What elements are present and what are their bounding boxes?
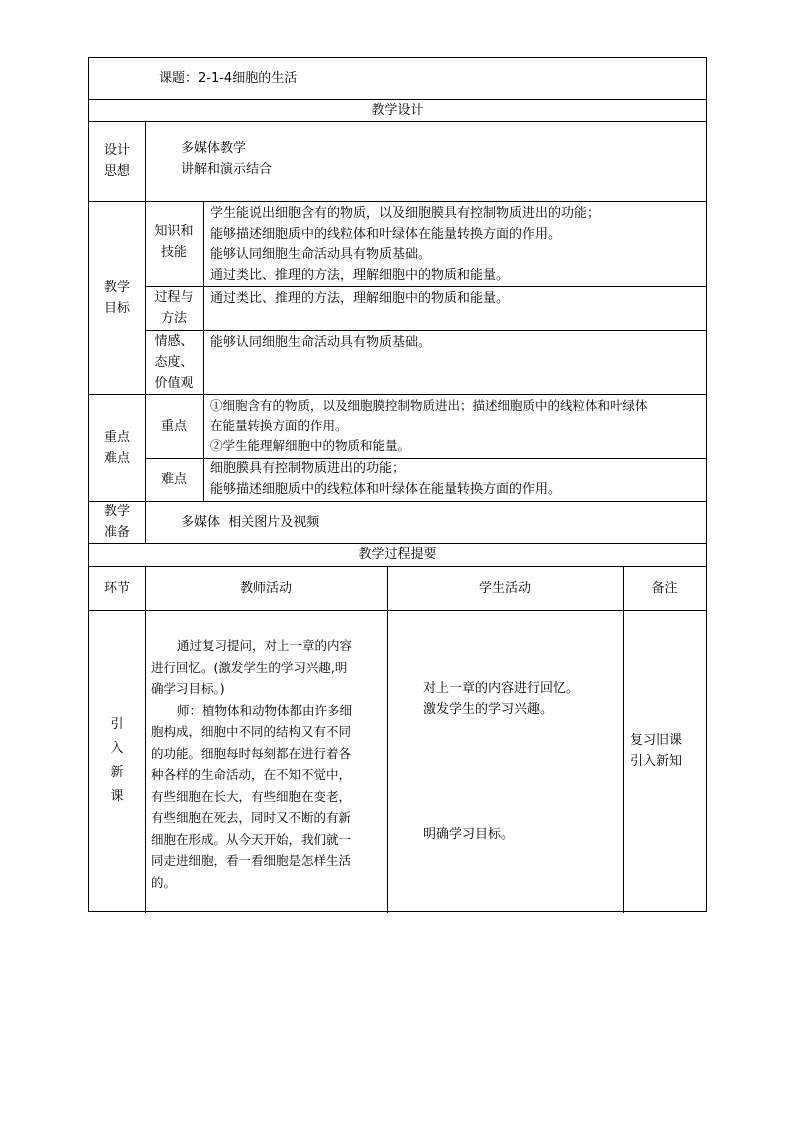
content-line: 胞构成，细胞中不同的结构又有不同 [151, 724, 352, 739]
column-header-text: 备注 [651, 580, 678, 596]
content-line: ②学生能理解细胞中的物质和能量。 [210, 438, 411, 453]
label-line: 教学 [103, 279, 130, 295]
knowledge-label [145, 201, 203, 286]
column-header-student [387, 566, 623, 610]
label-line: 难点 [160, 472, 187, 487]
content-line: 通过复习提问，对上一章的内容 [177, 638, 353, 653]
lesson-plan-table [88, 57, 707, 912]
label-line: 重点 [103, 429, 130, 445]
content-line: 师：植物体和动物体都由许多细 [177, 702, 353, 718]
divider [145, 121, 146, 201]
content-line: 细胞在形成。从今天开始，我们就一 [151, 831, 352, 847]
difficulty-label [145, 458, 203, 501]
student-activity [423, 678, 618, 720]
label-line: 方法 [160, 311, 187, 326]
stage-char: 引 [110, 716, 124, 732]
label-line: 知识和 [154, 224, 194, 239]
stage-cell [89, 610, 145, 911]
content-line: 在能量转换方面的作用。 [210, 418, 348, 433]
divider [89, 121, 706, 122]
course-title [159, 58, 559, 99]
divider [145, 566, 146, 913]
design-idea-label [89, 121, 145, 201]
course-title-text: 课题：2-1-4细胞的生活 [159, 71, 298, 86]
content-line: 细胞膜具有控制物质进出的功能； [210, 461, 406, 476]
label-line: 重点 [160, 418, 187, 434]
label-line: 目标 [103, 300, 130, 316]
content-line: 引入新知 [630, 754, 683, 769]
column-header-text: 教师活动 [239, 580, 292, 596]
section-title-text: 教学设计 [371, 102, 424, 118]
content-line: 的。 [151, 874, 177, 890]
content-line: 有些细胞在长大，有些细胞在变老， [151, 788, 352, 804]
divider [146, 330, 706, 331]
label-line: 情感、 [154, 333, 194, 349]
design-section-title [89, 99, 706, 121]
difficulty-content [210, 459, 706, 500]
design-idea-content [181, 138, 681, 180]
label-line: 态度、 [154, 354, 194, 370]
content-line: 复习旧课 [630, 733, 683, 748]
stage-char: 新 [110, 764, 124, 780]
content-line: 能够认同细胞生命活动具有物质基础。 [210, 335, 432, 350]
content-line: 能够描述细胞质中的线粒体和叶绿体在能量转换方面的作用。 [210, 481, 562, 497]
content-line: 学生能说出细胞含有的物质，以及细胞膜具有控制物质进出的功能； [210, 206, 601, 221]
key-points-label [89, 394, 145, 501]
content-line: 能够描述细胞质中的线粒体和叶绿体在能量转换方面的作用。 [210, 226, 562, 242]
content-line: 明确学习目标。 [423, 827, 515, 842]
divider [203, 201, 204, 501]
content-line: 确学习目标。) [151, 681, 225, 696]
stage-char: 入 [110, 740, 124, 756]
divider [623, 566, 624, 913]
label-line: 难点 [103, 450, 130, 466]
column-header-stage [89, 566, 145, 610]
preparation-label [89, 501, 145, 543]
label-line: 准备 [103, 525, 130, 540]
focus-label [145, 394, 203, 458]
content-line: 的功能。细胞每时每刻都在进行着各 [151, 745, 352, 761]
divider [146, 286, 706, 287]
section-title-text: 教学过程提要 [358, 547, 437, 562]
content-line: 多媒体 相关图片及视频 [181, 514, 320, 530]
content-line: 同走进细胞，看一看细胞是怎样生活 [151, 853, 352, 868]
content-line: 讲解和演示结合 [181, 162, 273, 177]
content-line: 种各样的生命活动，在不知不觉中， [151, 767, 352, 782]
content-line: 多媒体教学 [181, 141, 247, 156]
content-line: 通过类比、推理的方法，理解细胞中的物质和能量。 [210, 267, 510, 283]
content-line: 通过类比、推理的方法，理解细胞中的物质和能量。 [210, 291, 510, 306]
teacher-activity [151, 635, 383, 893]
divider [89, 610, 706, 611]
divider [387, 566, 388, 913]
label-line: 教学 [103, 504, 130, 519]
content-line: ①细胞含有的物质，以及细胞膜控制物质进出；描述细胞质中的线粒体和叶绿体 [210, 398, 648, 413]
label-line: 设计 [103, 143, 130, 158]
content-line: 有些细胞在死去，同时又不断的有新 [151, 810, 352, 825]
objectives-label [89, 201, 145, 394]
content-line: 对上一章的内容进行回忆。 [423, 681, 580, 696]
content-line: 能够认同细胞生命活动具有物质基础。 [210, 247, 432, 262]
focus-content [210, 396, 706, 456]
process-content [210, 288, 706, 309]
preparation-content [181, 501, 681, 543]
label-line: 技能 [160, 245, 187, 260]
label-line: 价值观 [154, 375, 194, 391]
knowledge-content [210, 204, 706, 286]
emotion-label [145, 330, 203, 394]
column-header-text: 学生活动 [478, 580, 531, 596]
content-line: 进行回忆。(激发学生的学习兴趣,明 [151, 659, 348, 675]
label-line: 思想 [103, 164, 130, 179]
stage-char: 课 [110, 788, 124, 804]
student-activity-goal [423, 824, 618, 845]
divider [145, 501, 146, 543]
column-header-text: 环节 [103, 580, 130, 596]
process-label [145, 286, 203, 330]
label-line: 过程与 [154, 290, 194, 305]
remark-cell [630, 730, 704, 772]
content-line: 激发学生的学习兴趣。 [423, 702, 554, 717]
column-header-teacher [145, 566, 387, 610]
emotion-content [210, 332, 706, 353]
column-header-remark [623, 566, 706, 610]
process-section-title [89, 543, 706, 566]
